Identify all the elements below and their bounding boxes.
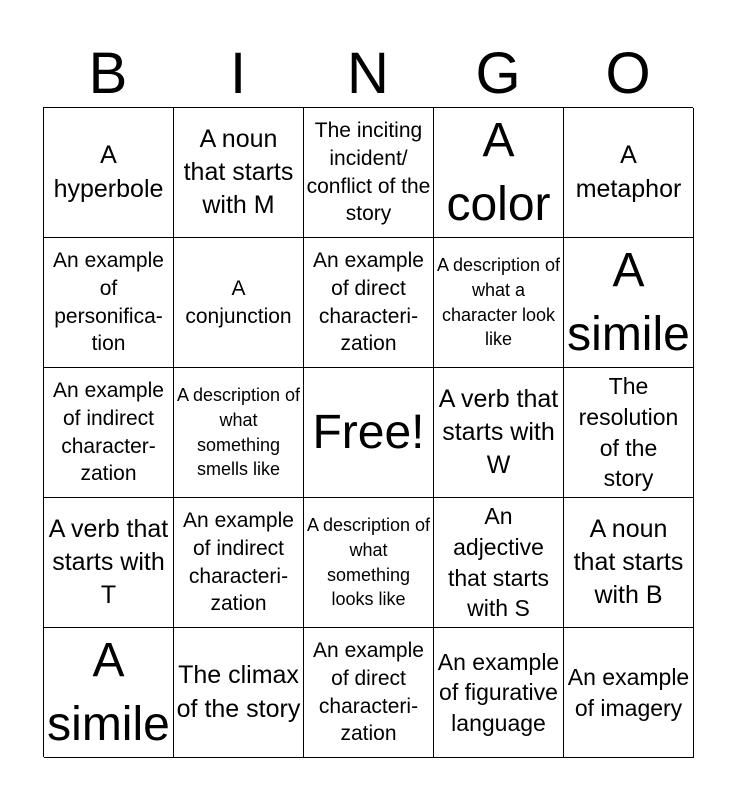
- bingo-cell[interactable]: [304, 238, 434, 368]
- bingo-cell[interactable]: [174, 628, 304, 758]
- bingo-cell[interactable]: [304, 498, 434, 628]
- bingo-cell[interactable]: [44, 628, 174, 758]
- bingo-cell[interactable]: [434, 108, 564, 238]
- bingo-cell[interactable]: [174, 498, 304, 628]
- bingo-grid: [43, 107, 693, 757]
- cell-text: A description of what something smells like: [176, 384, 301, 480]
- cell-text: An adjective that starts with S: [448, 503, 549, 622]
- cell-text: An example of indirect character- zation: [53, 379, 164, 486]
- bingo-cell[interactable]: [44, 368, 174, 498]
- bingo-header: [43, 40, 693, 108]
- bingo-cell[interactable]: [564, 628, 694, 758]
- bingo-cell[interactable]: [304, 628, 434, 758]
- cell-text: A noun that starts with M: [183, 124, 294, 220]
- bingo-cell[interactable]: [44, 108, 174, 238]
- cell-text: A simile: [567, 244, 690, 361]
- cell-text: The climax of the story: [176, 661, 301, 723]
- bingo-cell[interactable]: [434, 368, 564, 498]
- cell-text: A description of what a character look like: [436, 254, 561, 350]
- cell-text: An example of figurative language: [437, 648, 560, 736]
- free-space[interactable]: [304, 368, 434, 498]
- bingo-cell[interactable]: [44, 238, 174, 368]
- cell-text: A description of what something looks like: [306, 514, 431, 610]
- cell-text: A metaphor: [575, 141, 682, 203]
- cell-text: A hyperbole: [53, 141, 164, 203]
- cell-text: An example of direct characteri- zation: [313, 249, 424, 356]
- cell-text: A color: [446, 114, 551, 231]
- bingo-cell[interactable]: [174, 238, 304, 368]
- bingo-cell[interactable]: [434, 238, 564, 368]
- cell-text: The inciting incident/ conflict of the story: [306, 119, 431, 226]
- cell-text: A conjunction: [185, 276, 292, 328]
- cell-text: A verb that starts with T: [48, 514, 169, 610]
- cell-text: An example of direct characteri- zation: [313, 639, 424, 746]
- bingo-cell[interactable]: [434, 628, 564, 758]
- header-letter-i: I: [229, 41, 247, 106]
- header-letter-n: N: [347, 41, 389, 106]
- cell-text: The resolution of the story: [578, 373, 679, 492]
- bingo-cell[interactable]: [564, 238, 694, 368]
- header-letter-g: G: [475, 41, 521, 106]
- cell-text: An example of personifica- tion: [53, 249, 164, 356]
- cell-text: An example of indirect characteri- zation: [183, 509, 294, 616]
- bingo-cell[interactable]: [174, 108, 304, 238]
- cell-text: A noun that starts with B: [573, 514, 684, 610]
- bingo-cell[interactable]: [434, 498, 564, 628]
- bingo-cell[interactable]: [564, 498, 694, 628]
- bingo-cell[interactable]: [564, 108, 694, 238]
- header-letter-o: O: [605, 41, 651, 106]
- cell-text: A verb that starts with W: [438, 384, 559, 480]
- cell-text: An example of imagery: [567, 663, 690, 721]
- cell-text: A simile: [47, 634, 170, 751]
- header-letter-b: B: [88, 41, 128, 106]
- bingo-cell[interactable]: [304, 108, 434, 238]
- bingo-cell[interactable]: [564, 368, 694, 498]
- bingo-cell[interactable]: [174, 368, 304, 498]
- bingo-cell[interactable]: [44, 498, 174, 628]
- free-space-label: Free!: [312, 405, 425, 459]
